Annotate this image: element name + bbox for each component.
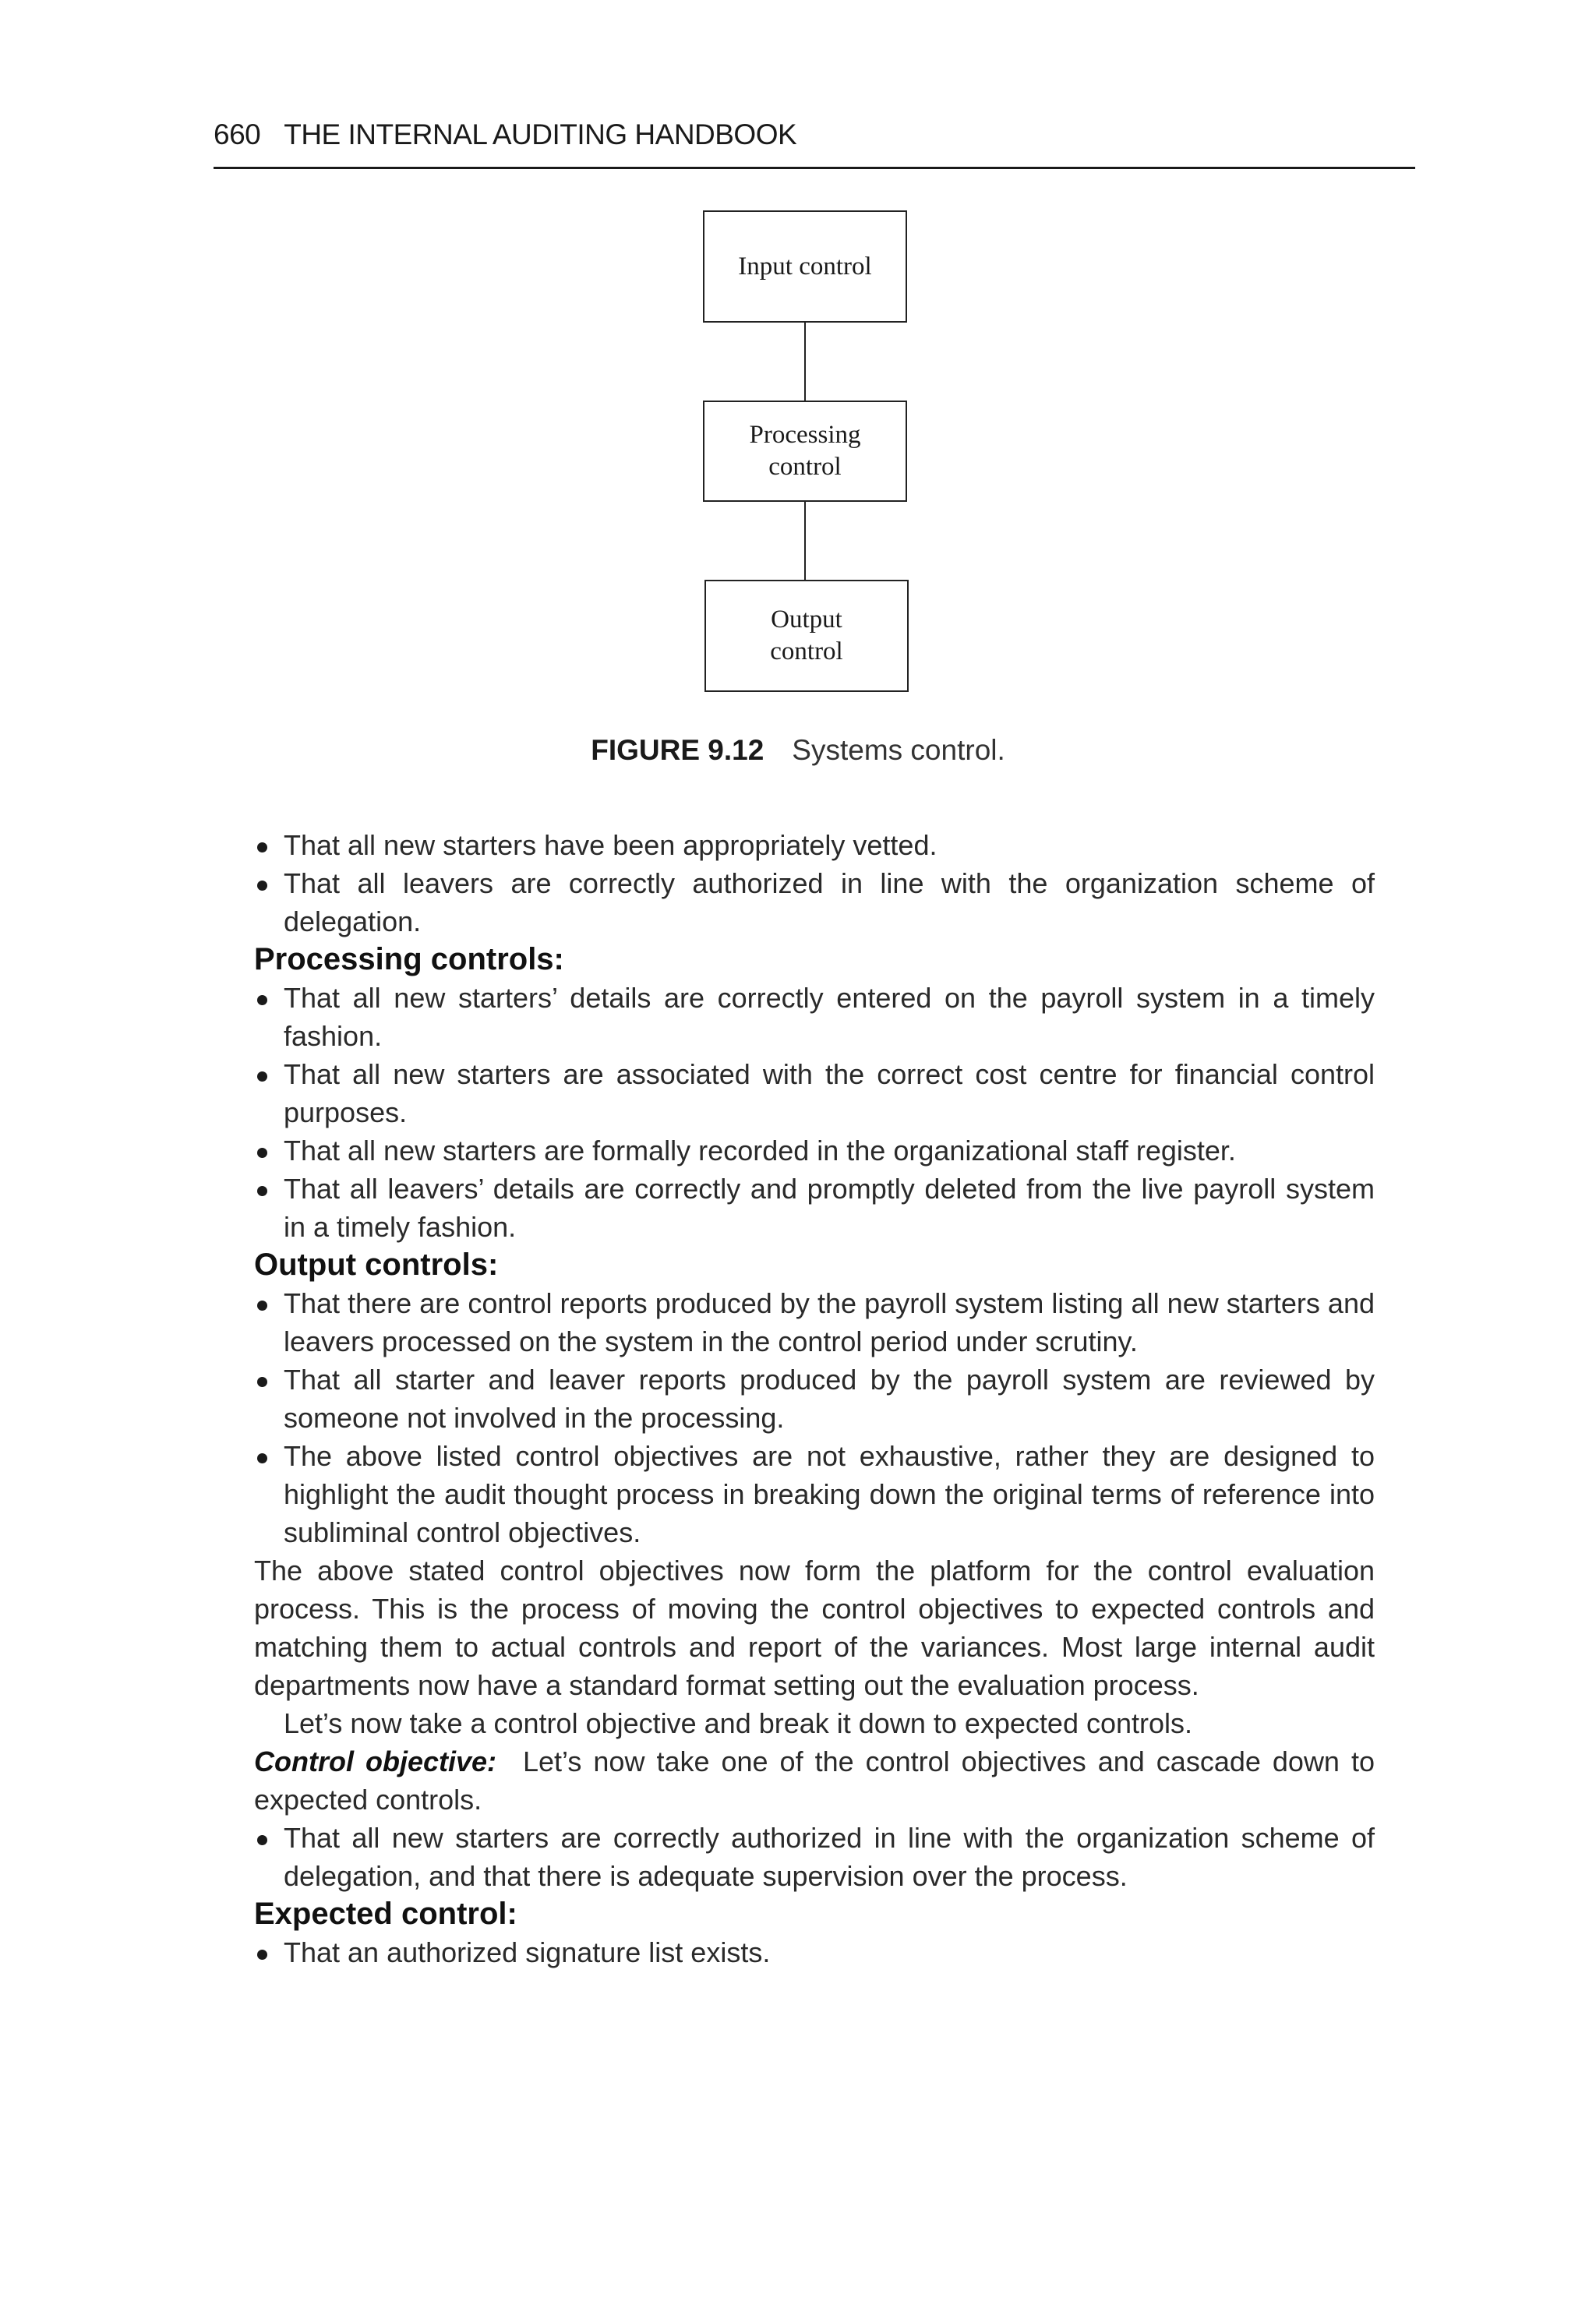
caption-text: Systems control. — [792, 734, 1005, 766]
intro-bullet-list — [254, 826, 1375, 941]
processing-controls-heading: Processing controls: — [254, 942, 564, 976]
body-text — [254, 826, 1375, 1971]
list-item: That there are control reports produced by the payroll system listing all new starters and leavers processed on the system in the control period under scrutiny. — [254, 1284, 1375, 1361]
list-item: That an authorized signature list exists. — [254, 1933, 1375, 1971]
output-controls-heading: Output controls: — [254, 1248, 499, 1282]
list-item: That all new starters are associated with the correct cost centre for financial control purposes. — [254, 1055, 1375, 1131]
processing-bullet-list — [254, 979, 1375, 1246]
input-control-box — [703, 210, 907, 323]
list-item: The above listed control objectives are not exhaustive, rather they are designed to highlight the audit thought process in breaking down the original terms of reference into subliminal control objectives. — [254, 1437, 1375, 1551]
header-rule — [214, 167, 1415, 169]
connector-line — [804, 502, 806, 580]
expected-bullet-list — [254, 1933, 1375, 1971]
control-objective-paragraph — [254, 1742, 1375, 1819]
list-item: That all leavers’ details are correctly and promptly deleted from the live payroll system in a timely fashion. — [254, 1170, 1375, 1246]
processing-control-label: Processing control — [749, 421, 861, 481]
list-item: That all new starters’ details are correctly entered on the payroll system in a timely fashion. — [254, 979, 1375, 1055]
processing-control-box — [703, 401, 907, 502]
output-bullet-list — [254, 1284, 1375, 1551]
paragraph: The above stated control objectives now form the platform for the control evaluation process. This is the process of moving the control objectives to expected controls and matching them to actual controls and report of the variances. Most large internal audit departments now have a standard format setting out the evaluation process. — [254, 1555, 1375, 1701]
input-control-label: Input control — [738, 252, 872, 281]
list-item: That all new starters are correctly authorized in line with the organization scheme of delegation, and that there is adequate supervision over the process. — [254, 1819, 1375, 1895]
output-control-box — [704, 580, 909, 692]
list-item: That all starter and leaver reports produced by the payroll system are reviewed by someone not involved in the processing. — [254, 1361, 1375, 1437]
list-item: That all new starters are formally recorded in the organizational staff register. — [254, 1131, 1375, 1170]
paragraph: Let’s now take a control objective and break it down to expected controls. — [284, 1707, 1193, 1739]
output-control-label: Output control — [770, 605, 843, 665]
figure-caption — [0, 734, 1596, 767]
running-header — [214, 118, 1415, 151]
expected-control-heading: Expected control: — [254, 1897, 517, 1931]
control-objective-text: Let’s now take one of the control objectives and cascade down to expected controls. — [254, 1745, 1375, 1816]
control-objective-heading: Control objective: — [254, 1745, 497, 1777]
caption-label: FIGURE 9.12 — [591, 734, 764, 766]
list-item: That all new starters have been appropriately vetted. — [254, 826, 1375, 864]
page-number: 660 — [214, 118, 261, 150]
connector-line — [804, 323, 806, 401]
running-title: THE INTERNAL AUDITING HANDBOOK — [284, 118, 797, 150]
list-item: That all leavers are correctly authorized in line with the organization scheme of delegation. — [254, 864, 1375, 941]
control-objective-bullet-list — [254, 1819, 1375, 1895]
